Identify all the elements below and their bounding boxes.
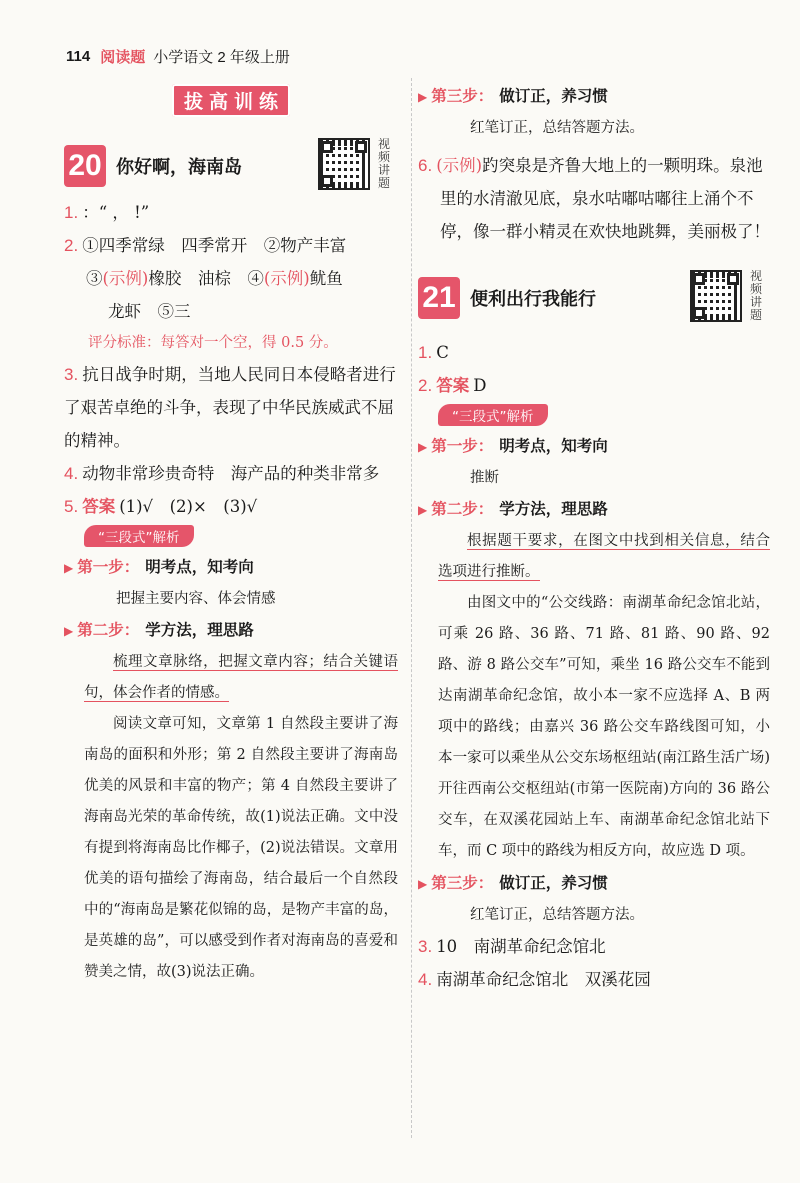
answer-item: 4. 南湖革命纪念馆北 双溪花园: [418, 970, 651, 989]
qr-code-icon[interactable]: [318, 138, 370, 190]
arrow-icon: ▶: [64, 561, 74, 575]
step-2-method: 梳理文章脉络，把握文章内容；结合关键语句，体会作者的情感。: [84, 654, 398, 701]
analysis-badge: “三段式”解析: [84, 525, 194, 547]
answer-item: 2. 答案 D: [418, 376, 487, 395]
step-1-text: 推断: [470, 470, 499, 486]
answer-item: 龙虾 ⑤三: [108, 302, 191, 321]
step-2: ▶ 第二步： 学方法，理思路: [418, 500, 608, 518]
step-3: ▶ 第三步： 做订正，养习惯: [418, 87, 608, 105]
analysis-badge: “三段式”解析: [438, 404, 548, 426]
arrow-icon: ▶: [418, 90, 428, 104]
column-divider: [411, 78, 412, 1138]
arrow-icon: ▶: [418, 877, 428, 891]
banner-title: 拔高训练: [172, 84, 290, 117]
section-tag: 阅读题: [100, 48, 146, 66]
arrow-icon: ▶: [418, 440, 428, 454]
arrow-icon: ▶: [64, 624, 74, 638]
answer-item: 5. 答案 (1)√ (2)× (3)√: [64, 497, 258, 516]
step-2-analysis: 由图文中的“公交线路：南湖革命纪念馆北站，可乘 26 路、36 路、71 路、81 路、90 路、92 路、游 8 路公交车”可知，乘坐 16 路公交车不能到达南湖革命纪念馆，故小本一家不应选择 A、B 两项中的路线；由嘉兴 36 路公交车路线图可知，小本一家可以乘坐从公交东场枢纽站(南江路生活广场)开往西南公交枢纽站(市第一医院南)方向的 36 路公交车，在双溪花园站上车、南湖革命纪念馆北站下车，而 C 项中的路线为相反方向，故应选 D 项。: [438, 595, 770, 859]
step-3-text: 红笔订正，总结答题方法。: [470, 120, 644, 136]
lesson-number: 20: [64, 145, 106, 187]
page-number: 114: [66, 47, 91, 65]
qr-label: 视频讲题: [378, 137, 391, 190]
step-2-analysis: 阅读文章可知，文章第 1 自然段主要讲了海南岛的面积和外形；第 2 自然段主要讲了海南岛优美的风景和丰富的物产；第 4 自然段主要讲了海南岛光荣的革命传统，故(1)说法正确。文中没有提到将海南岛比作椰子，(2)说法错误。文章用优美的语句描绘了海南岛，结合最后一个自然段中的“海南岛是繁花似锦的岛，是物产丰富的岛，是英雄的岛”，可以感受到作者对海南岛的喜爱和赞美之情，故(3)说法正确。: [84, 716, 398, 980]
lesson-title: 你好啊，海南岛: [116, 157, 242, 178]
lesson-title: 便利出行我能行: [470, 289, 596, 310]
left-column: [64, 84, 398, 988]
step-1-text: 把握主要内容、体会情感: [116, 591, 276, 607]
step-2-method: 根据题干要求，在图文中找到相关信息，结合选项进行推断。: [438, 533, 770, 580]
lesson-20-heading: [64, 136, 398, 196]
page-header: [66, 44, 290, 68]
step-3: ▶ 第三步： 做订正，养习惯: [418, 874, 608, 892]
book-title: 小学语文 2 年级上册: [153, 48, 290, 66]
lesson-number: 21: [418, 277, 460, 319]
answer-item: ③(示例)橡胶 油棕 ④(示例)鱿鱼: [86, 269, 343, 288]
qr-code-icon[interactable]: [690, 270, 742, 322]
answer-item: 2. ①四季常绿 四季常开 ②物产丰富: [64, 236, 347, 255]
step-3-text: 红笔订正，总结答题方法。: [470, 907, 644, 923]
answer-item: 1. C: [418, 343, 449, 362]
right-column: [418, 80, 770, 996]
scoring-note: 评分标准：每答对一个空，得 0.5 分。: [88, 335, 338, 351]
lesson-21-heading: [418, 268, 770, 328]
answer-item: 4. 动物非常珍贵奇特 海产品的种类非常多: [64, 464, 380, 483]
arrow-icon: ▶: [418, 503, 428, 517]
step-1: ▶ 第一步： 明考点，知考向: [64, 558, 254, 576]
answer-item: 3. 10 南湖革命纪念馆北: [418, 937, 606, 956]
step-1: ▶ 第一步： 明考点，知考向: [418, 437, 608, 455]
answer-item: 1. ：“ ， !”: [64, 203, 150, 222]
answer-item: 3. 抗日战争时期，当地人民同日本侵略者进行了艰苦卓绝的斗争，表现了中华民族威武不屈的精神。: [64, 365, 396, 450]
answer-item: 6. (示例)趵突泉是齐鲁大地上的一颗明珠。泉池里的水清澈见底，泉水咕嘟咕嘟往上涌个不停，像一群小精灵在欢快地跳舞，美丽极了！: [418, 156, 770, 241]
step-2: ▶ 第二步： 学方法，理思路: [64, 621, 254, 639]
qr-label: 视频讲题: [750, 269, 763, 322]
